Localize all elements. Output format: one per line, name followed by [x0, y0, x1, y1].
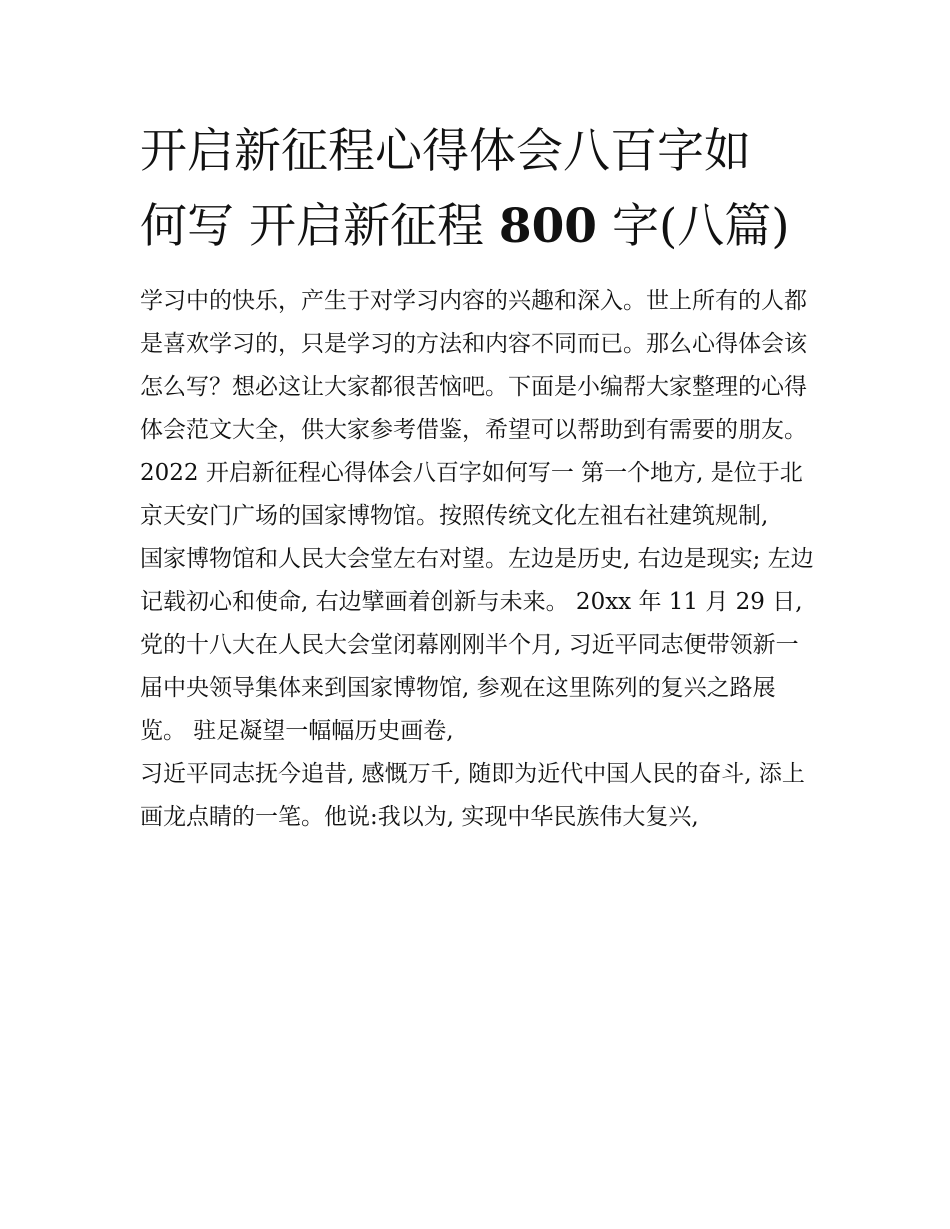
document-body — [140, 280, 820, 839]
title-line-1: 开启新征程心得体会八百字如 — [140, 124, 751, 179]
title-number-bold: 800 — [498, 199, 597, 254]
body-paragraph: 国家博物馆和人民大会堂左右对望。左边是历史, 右边是现实; 左边记载初心和使命, 右边擘画着创新与未来。 20xx 年 11 月 29 日, — [140, 546, 814, 615]
intro-paragraph: 学习中的快乐，产生于对学习内容的兴趣和深入。世上所有的人都是喜欢学习的，只是学习的方法和内容不同而已。那么心得体会该怎么写？想必这让大家都很苦恼吧。下面是小编帮大家整理的心得体会范文大全，供大家参考借鉴，希望可以帮助到有需要的朋友。 — [140, 288, 807, 443]
body-paragraph: 党的十八大在人民大会堂闭幕刚刚半个月, 习近平同志便带领新一届中央领导集体来到国家博物馆, 参观在这里陈列的复兴之路展览。 驻足凝望一幅幅历史画卷, — [140, 632, 799, 744]
body-paragraph: 习近平同志抚今追昔, 感慨万千, 随即为近代中国人民的奋斗, 添上画龙点睛的一笔。他说:我以为, 实现中华民族伟大复兴, — [140, 761, 805, 830]
document-title — [140, 114, 820, 264]
body-paragraph: 2022 开启新征程心得体会八百字如何写一 第一个地方, 是位于北京天安门广场的国家博物馆。按照传统文化左祖右社建筑规制, — [140, 460, 803, 529]
title-line-2-start: 何写 开启新征程 — [140, 199, 499, 254]
title-line-2-end: 字(八篇) — [597, 199, 790, 254]
